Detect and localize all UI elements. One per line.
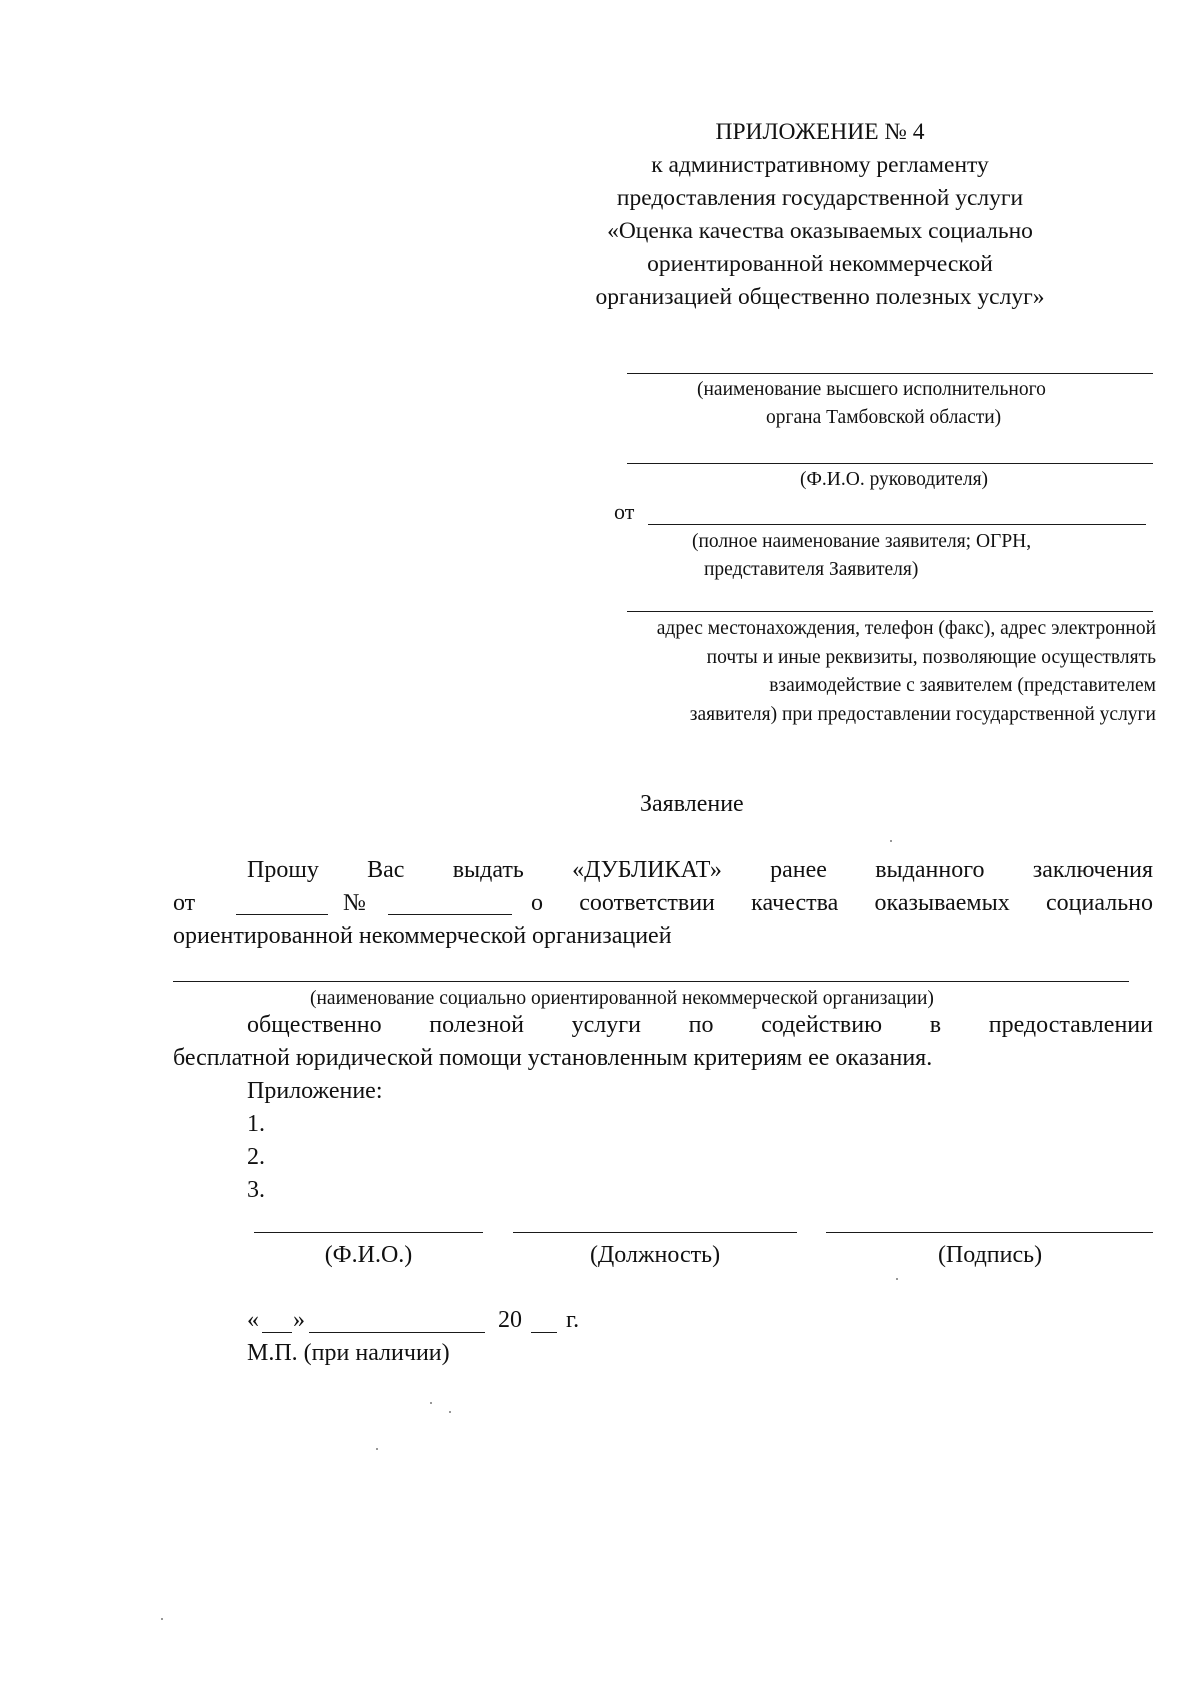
address-caption-line: взаимодействие с заявителем (представителем bbox=[769, 675, 1156, 696]
statement-line-5: бесплатной юридической помощи установленным критериям ее оказания. bbox=[173, 1045, 933, 1071]
statement-line-4 bbox=[247, 1012, 1153, 1039]
word: заключения bbox=[1032, 857, 1153, 883]
scan-speck bbox=[449, 1411, 451, 1413]
attachment-item-3: 3. bbox=[247, 1177, 265, 1203]
organ-caption: (наименование высшего исполнительного bbox=[697, 379, 1046, 400]
scan-speck bbox=[890, 840, 892, 842]
word: Прошу bbox=[247, 857, 319, 883]
applicant-caption: (полное наименование заявителя; ОГРН, bbox=[692, 531, 1032, 552]
date-day-blank[interactable] bbox=[262, 1332, 292, 1333]
attachment-item-1: 1. bbox=[247, 1111, 265, 1137]
appendix-title: ПРИЛОЖЕНИЕ № 4 bbox=[715, 119, 925, 145]
fio-caption: (Ф.И.О.) bbox=[324, 1242, 413, 1268]
word: общественно bbox=[247, 1012, 382, 1038]
header-line: к административному регламенту bbox=[651, 152, 989, 178]
address-caption-line: адрес местонахождения, телефон (факс), адрес электронной bbox=[656, 618, 1156, 639]
applicant-caption: представителя Заявителя) bbox=[704, 559, 919, 580]
date-year-prefix: 20 bbox=[498, 1307, 522, 1333]
header-line: ориентированной некоммерческой bbox=[647, 251, 993, 277]
scan-speck bbox=[896, 1278, 898, 1280]
from-label: от bbox=[614, 499, 635, 524]
address-line bbox=[627, 611, 1153, 612]
fio-signature-line[interactable] bbox=[254, 1232, 483, 1233]
scan-speck bbox=[161, 1618, 163, 1620]
appendix-header bbox=[540, 116, 1100, 314]
word: «ДУБЛИКАТ» bbox=[572, 857, 722, 883]
word: предоставлении bbox=[988, 1012, 1153, 1038]
organization-name-line[interactable] bbox=[173, 981, 1129, 982]
number-blank[interactable] bbox=[388, 914, 512, 915]
scan-speck bbox=[376, 1448, 378, 1450]
header-line: «Оценка качества оказываемых социально bbox=[607, 218, 1033, 244]
date-blank[interactable] bbox=[236, 914, 328, 915]
statement-title: Заявление bbox=[640, 791, 744, 817]
statement-line-3: ориентированной некоммерческой организацией bbox=[173, 923, 672, 949]
header-line: предоставления государственной услуги bbox=[616, 185, 1024, 211]
statement-from: от bbox=[173, 890, 196, 916]
signature-caption: (Подпись) bbox=[937, 1242, 1043, 1268]
word: выданного bbox=[875, 857, 985, 883]
word: содействию bbox=[761, 1012, 883, 1038]
address-caption-line: заявителя) при предоставлении государственной услуги bbox=[689, 703, 1156, 725]
date-month-blank[interactable] bbox=[309, 1332, 485, 1333]
word: по bbox=[688, 1012, 714, 1038]
word: ранее bbox=[770, 857, 827, 883]
date-year-suffix: г. bbox=[566, 1307, 580, 1333]
word: услуги bbox=[571, 1012, 641, 1038]
address-caption-line: почты и иные реквизиты, позволяющие осуществлять bbox=[706, 646, 1156, 668]
word: в bbox=[929, 1012, 942, 1038]
head-caption: (Ф.И.О. руководителя) bbox=[800, 469, 989, 490]
statement-line-2-rest bbox=[531, 890, 1153, 917]
signature-line[interactable] bbox=[826, 1232, 1153, 1233]
statement-line-2-text: о соответствии качества оказываемых социально bbox=[531, 890, 1153, 916]
head-name-line bbox=[627, 463, 1153, 464]
date-open-quote: « bbox=[247, 1307, 259, 1333]
statement-line-1 bbox=[247, 857, 1153, 884]
date-close-quote: » bbox=[293, 1307, 305, 1333]
address-caption bbox=[657, 615, 1156, 729]
stamp-label: М.П. (при наличии) bbox=[247, 1340, 450, 1366]
organ-name-line bbox=[627, 373, 1153, 374]
organ-caption: органа Тамбовской области) bbox=[766, 407, 1002, 428]
word: Вас bbox=[367, 857, 405, 883]
word: выдать bbox=[452, 857, 524, 883]
scan-speck bbox=[430, 1402, 432, 1404]
date-year-blank[interactable] bbox=[531, 1332, 557, 1333]
position-caption: (Должность) bbox=[589, 1242, 721, 1268]
header-line: организацией общественно полезных услуг» bbox=[595, 284, 1045, 310]
organization-caption: (наименование социально ориентированной некоммерческой организации) bbox=[310, 988, 934, 1009]
attachment-label: Приложение: bbox=[247, 1078, 383, 1104]
statement-number-sign: № bbox=[343, 890, 366, 916]
position-signature-line[interactable] bbox=[513, 1232, 797, 1233]
word: полезной bbox=[429, 1012, 524, 1038]
attachment-item-2: 2. bbox=[247, 1144, 265, 1170]
applicant-name-line bbox=[648, 524, 1146, 525]
